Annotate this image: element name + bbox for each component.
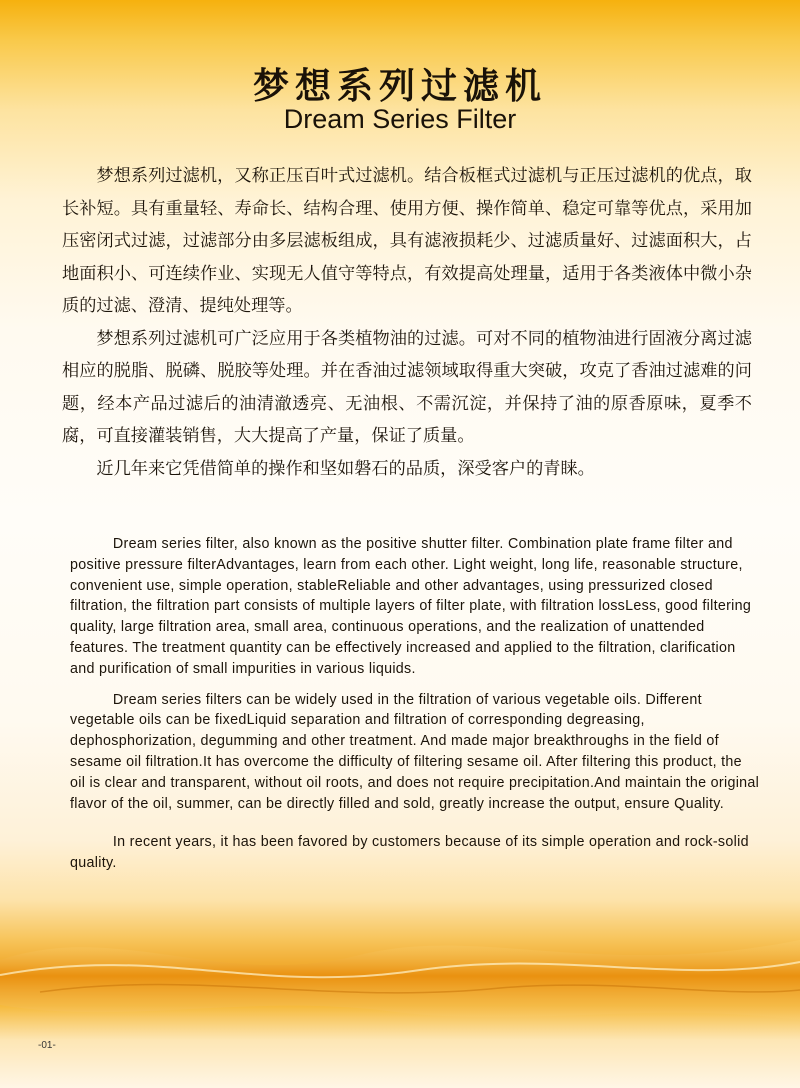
english-body: [70, 534, 760, 884]
oil-splash-decoration: [0, 900, 800, 1040]
page-number: -01-: [38, 1040, 56, 1051]
en-paragraph: Dream series filters can be widely used in the filtration of various vegetable oils. Different vegetable oils can be fixedLiquid separation and filtration of corresponding degreasing, dephosphorization, degumming and other treatment. And made major breakthroughs in the field of sesame oil filtration.It has overcome the difficulty of filtering sesame oil. After filtering this product, the oil is clear and transparent, without oil roots, and does not require precipitation.And maintain the original flavor of the oil, summer, can be directly filled and sold, greatly increase the output, ensure Quality.: [70, 691, 760, 812]
page-title-chinese: 梦想系列过滤机: [252, 65, 547, 107]
cn-paragraph: 梦想系列过滤机，又称正压百叶式过滤机。结合板框式过滤机与正压过滤机的优点，取长补短。具有重量轻、寿命长、结构合理、使用方便、操作简单、稳定可靠等优点，采用加压密闭式过滤，过滤部分由多层滤板组成，具有滤液损耗少、过滤质量好、过滤面积大，占地面积小、可连续作业、实现无人值守等特点，有效提高处理量，适用于各类液体中微小杂质的过滤、澄清、提纯处理等。: [62, 166, 752, 316]
chinese-body: [62, 160, 752, 485]
en-paragraph: In recent years, it has been favored by customers because of its simple operation and rock-solid quality.: [70, 834, 749, 872]
page-title-english: Dream Series Filter: [283, 104, 517, 134]
cn-paragraph: 近几年来它凭借简单的操作和坚如磐石的品质，深受客户的青睐。: [96, 458, 595, 479]
cn-paragraph: 梦想系列过滤机可广泛应用于各类植物油的过滤。可对不同的植物油进行固液分离过滤相应的脱脂、脱磷、脱胶等处理。并在香油过滤领域取得重大突破，攻克了香油过滤难的问题，经本产品过滤后的油清澈透亮、无油根、不需沉淀，并保持了油的原香原味，夏季不腐，可直接灌装销售，大大提高了产量，保证了质量。: [62, 328, 752, 446]
en-paragraph: Dream series filter, also known as the positive shutter filter. Combination plate frame filter and positive pressure filterAdvantages, learn from each other. Light weight, long life, reasonable structure, convenient use, simple operation, stableReliable and other advantages, using pressurized closed filtration, the filtration part consists of multiple layers of filter plate, with filtration lossLess, good filtering quality, large filtration area, small area, continuous operations, and the realization of unattended features. The treatment quantity can be effectively increased and applied to the filtration, clarification and purification of small impurities in various liquids.: [70, 536, 752, 677]
